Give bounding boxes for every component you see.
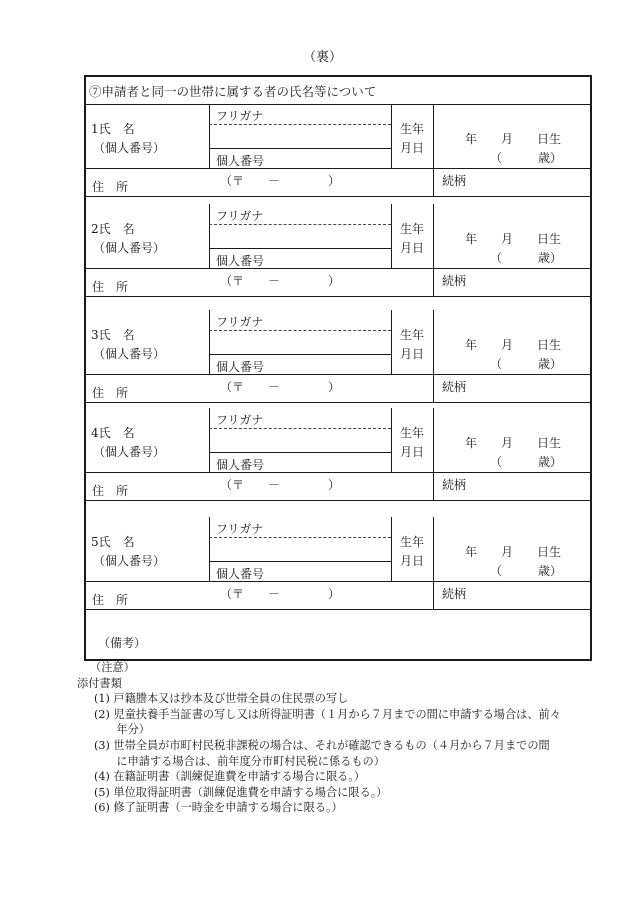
member-2-my-number-line — [209, 248, 391, 249]
member-4-relationship-label: 続柄 — [442, 478, 467, 492]
member-2-postal-code: （〒 － ） — [220, 274, 341, 288]
member-2-divider-birth-value — [433, 204, 434, 296]
member-5-row-bottom-line — [84, 609, 591, 610]
member-5-birth-date: 年 月 日生 — [465, 545, 562, 559]
member-4-divider-birth-label — [391, 408, 392, 472]
member-5-divider-birth-value — [433, 517, 434, 609]
member-1-postal-code: （〒 － ） — [220, 174, 341, 188]
member-3-number: 3 — [91, 328, 99, 342]
note-item: (2) 児童扶養手当証書の写し又は所得証明書（１月から７月までの間に申請する場合は、前々 — [94, 707, 561, 721]
member-5-name-text: 氏 名 — [98, 535, 135, 549]
form-border-top — [84, 75, 591, 77]
member-5-my-number-line — [209, 561, 391, 562]
note-item: に申請する場合は、前年度分市町村民税に係るもの） — [94, 754, 385, 768]
note-item: (1) 戸籍謄本又は抄本及び世帯全員の住民票の写し — [94, 692, 349, 706]
member-4-furigana-label: フリガナ — [216, 413, 264, 427]
member-3-name-text: 氏 名 — [98, 328, 135, 342]
note-item: (4) 在籍証明書（訓練促進費を申請する場合に限る。） — [94, 770, 366, 784]
member-1-birth-label-2: 月日 — [400, 141, 425, 155]
member-5-divider-name — [209, 517, 210, 581]
member-1-divider-birth-label — [391, 104, 392, 168]
member-4-address-label: 住 所 — [92, 484, 129, 498]
member-1-divider-birth-value — [433, 104, 434, 196]
member-4-my-number-line — [209, 452, 391, 453]
form-border-right — [590, 75, 592, 661]
notes-heading: （注意） — [90, 661, 135, 674]
member-2-name-label — [91, 220, 135, 237]
member-4-divider-name — [209, 408, 210, 472]
member-1-birth-label-1: 生年 — [400, 122, 425, 136]
member-1-birth-date: 年 月 日生 — [465, 132, 562, 146]
member-1-row-bottom-line — [84, 196, 591, 197]
member-4-number: 4 — [91, 426, 99, 440]
member-5-relationship-label: 続柄 — [442, 587, 467, 601]
member-5-name-label — [91, 533, 135, 550]
member-3-birth-date: 年 月 日生 — [465, 338, 562, 352]
member-5-my-number-label: 個人番号 — [216, 567, 265, 581]
member-5-postal-code: （〒 － ） — [220, 587, 341, 601]
member-1-furigana-label: フリガナ — [216, 109, 264, 123]
member-4-my-number-paren: （個人番号） — [93, 445, 166, 459]
member-4-birth-label-1: 生年 — [400, 426, 425, 440]
remarks-label: （備考） — [98, 636, 147, 650]
member-2-furigana-label: フリガナ — [216, 209, 264, 223]
note-item: (5) 単位取得証明書（訓練促進費を申請する場合に限る。） — [94, 785, 388, 799]
member-3-birth-label-2: 月日 — [400, 347, 425, 361]
member-3-divider-birth-label — [391, 310, 392, 374]
notes-subheading: 添付書類 — [77, 676, 122, 690]
member-2-birth-label-2: 月日 — [400, 241, 425, 255]
member-3-relationship-label: 続柄 — [442, 380, 467, 394]
member-3-furigana-label: フリガナ — [216, 315, 264, 329]
member-1-furigana-dashed-line — [209, 124, 391, 125]
note-item: (6) 修了証明書（一時金を申請する場合に限る。） — [94, 801, 343, 815]
member-1-address-label: 住 所 — [92, 180, 129, 194]
member-2-address-label: 住 所 — [92, 280, 129, 294]
member-4-furigana-dashed-line — [209, 428, 391, 429]
member-4-my-number-label: 個人番号 — [216, 458, 265, 472]
member-2-name-text: 氏 名 — [98, 222, 135, 236]
member-5-address-divider — [84, 581, 591, 582]
member-2-number: 2 — [91, 222, 99, 236]
member-3-birth-label-1: 生年 — [400, 328, 425, 342]
member-3-row-bottom-line — [84, 402, 591, 403]
title-divider — [84, 104, 591, 105]
member-3-my-number-line — [209, 354, 391, 355]
member-2-furigana-dashed-line — [209, 224, 391, 225]
member-2-row-bottom-line — [84, 296, 591, 297]
member-4-address-divider — [84, 472, 591, 473]
member-3-divider-birth-value — [433, 310, 434, 402]
member-5-birth-label-2: 月日 — [400, 554, 425, 568]
member-4-postal-code: （〒 － ） — [220, 478, 341, 492]
member-1-my-number-line — [209, 148, 391, 149]
member-5-birth-label-1: 生年 — [400, 535, 425, 549]
member-1-address-divider — [84, 168, 591, 169]
member-2-relationship-label: 続柄 — [442, 274, 467, 288]
note-item: 年分） — [94, 723, 150, 737]
member-5-address-label: 住 所 — [92, 593, 129, 607]
member-2-divider-name — [209, 204, 210, 268]
member-3-furigana-dashed-line — [209, 330, 391, 331]
note-item: (3) 世帯全員が市町村民税非課税の場合は、それが確認できるもの（４月から７月までの間 — [94, 738, 550, 752]
member-2-my-number-paren: （個人番号） — [93, 241, 166, 255]
member-3-address-label: 住 所 — [92, 386, 129, 400]
member-3-age: （ 歳） — [490, 357, 563, 371]
member-4-age: （ 歳） — [490, 455, 563, 469]
member-4-name-label — [91, 424, 135, 441]
member-1-relationship-label: 続柄 — [442, 174, 467, 188]
member-5-furigana-label: フリガナ — [216, 522, 264, 536]
member-5-divider-birth-label — [391, 517, 392, 581]
member-4-row-bottom-line — [84, 500, 591, 501]
member-1-my-number-label: 個人番号 — [216, 154, 265, 168]
member-3-postal-code: （〒 － ） — [220, 380, 341, 394]
member-3-name-label — [91, 326, 135, 343]
member-1-age: （ 歳） — [490, 151, 563, 165]
page-label: （裏） — [303, 50, 343, 65]
member-3-divider-name — [209, 310, 210, 374]
member-2-birth-date: 年 月 日生 — [465, 232, 562, 246]
member-4-birth-date: 年 月 日生 — [465, 436, 562, 450]
member-3-address-divider — [84, 374, 591, 375]
member-4-name-text: 氏 名 — [98, 426, 135, 440]
member-3-my-number-label: 個人番号 — [216, 360, 265, 374]
member-5-age: （ 歳） — [490, 564, 563, 578]
member-1-name-label — [91, 120, 135, 137]
member-5-number: 5 — [91, 535, 99, 549]
member-3-my-number-paren: （個人番号） — [93, 347, 166, 361]
member-5-furigana-dashed-line — [209, 537, 391, 538]
section-title: ⑦申請者と同一の世帯に属する者の氏名等について — [89, 84, 377, 99]
member-4-birth-label-2: 月日 — [400, 445, 425, 459]
notes-section — [77, 660, 561, 816]
member-2-address-divider — [84, 268, 591, 269]
member-2-divider-birth-label — [391, 204, 392, 268]
form-border-left — [84, 75, 86, 661]
member-1-name-text: 氏 名 — [98, 122, 135, 136]
member-4-divider-birth-value — [433, 408, 434, 500]
member-2-my-number-label: 個人番号 — [216, 254, 265, 268]
member-2-birth-label-1: 生年 — [400, 222, 425, 236]
member-2-age: （ 歳） — [490, 251, 563, 265]
member-1-my-number-paren: （個人番号） — [93, 141, 166, 155]
member-1-number: 1 — [91, 122, 99, 136]
member-1-divider-name — [209, 104, 210, 168]
member-5-my-number-paren: （個人番号） — [93, 554, 166, 568]
